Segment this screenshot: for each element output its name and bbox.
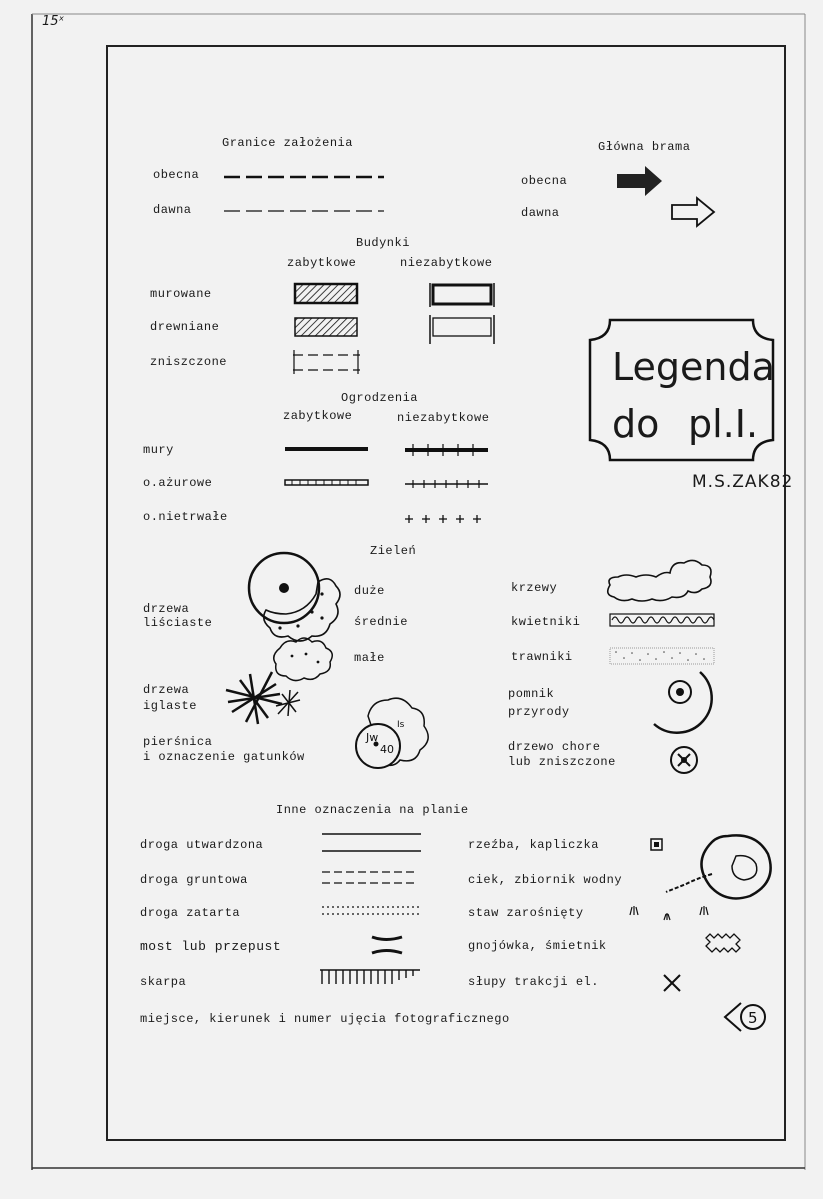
inne-staw: staw zarośnięty bbox=[468, 906, 584, 920]
photo-viewpoint-icon bbox=[725, 1003, 765, 1031]
ogrodzenia-nietrwale: o.nietrwałe bbox=[143, 510, 228, 524]
inne-ciek: ciek, zbiornik wodny bbox=[468, 873, 623, 887]
legend-do: do bbox=[612, 402, 660, 446]
inne-droga-utwardzona: droga utwardzona bbox=[140, 838, 264, 852]
legend-title: Legenda bbox=[612, 345, 775, 389]
inne-miejsce: miejsce, kierunek i numer ujęcia fotograficznego bbox=[140, 1012, 510, 1026]
zielen-drzewa-iglaste: drzewa iglaste bbox=[143, 683, 197, 713]
zielen-drzewa-lisciaste: drzewa liściaste bbox=[143, 602, 213, 630]
reed-icon bbox=[630, 906, 708, 920]
tree-label-num: 40 bbox=[380, 743, 394, 756]
ogrodzenia-col2: niezabytkowe bbox=[397, 411, 490, 425]
ogrodzenia-azurowe: o.ażurowe bbox=[143, 476, 213, 490]
inne-gnojowka: gnojówka, śmietnik bbox=[468, 939, 607, 953]
inne-title: Inne oznaczenia na planie bbox=[276, 803, 469, 817]
granice-obecna-label: obecna bbox=[153, 168, 200, 182]
sculpture-icon bbox=[651, 839, 662, 850]
page-number: 15ˣ bbox=[42, 14, 65, 29]
author-signature: M.S.ZAK82 bbox=[692, 472, 794, 492]
brama-dawna-label: dawna bbox=[521, 206, 560, 220]
water-reservoir-icon bbox=[666, 835, 771, 898]
inne-skarpa: skarpa bbox=[140, 975, 187, 989]
ogrodzenia-col1: zabytkowe bbox=[283, 409, 353, 423]
ogrodzenia-title: Ogrodzenia bbox=[341, 391, 419, 405]
granice-title: Granice założenia bbox=[222, 136, 353, 150]
power-pole-icon bbox=[664, 975, 680, 991]
zielen-pomnik: pomnik przyrody bbox=[508, 687, 570, 719]
inne-most: most lub przepust bbox=[140, 939, 282, 954]
waste-pit-icon bbox=[706, 934, 740, 952]
inne-droga-zatarta: droga zatarta bbox=[140, 906, 241, 920]
zielen-drzewo-chore: drzewo chore lub zniszczone bbox=[508, 740, 616, 769]
zielen-krzewy: krzewy bbox=[511, 581, 558, 595]
zielen-duze: duże bbox=[354, 584, 385, 598]
inne-droga-gruntowa: droga gruntowa bbox=[140, 873, 248, 887]
zielen-title: Zieleń bbox=[370, 544, 417, 558]
zielen-kwietniki: kwietniki bbox=[511, 615, 581, 629]
brama-obecna-label: obecna bbox=[521, 174, 568, 188]
inne-slupy: słupy trakcji el. bbox=[468, 975, 599, 989]
inne-rzezba: rzeźba, kapliczka bbox=[468, 838, 599, 852]
granice-dawna-label: dawna bbox=[153, 203, 192, 217]
budynki-title: Budynki bbox=[356, 236, 410, 250]
budynki-drewniane: drewniane bbox=[150, 320, 220, 334]
budynki-murowane: murowane bbox=[150, 287, 212, 301]
zielen-trawniki: trawniki bbox=[511, 650, 573, 664]
photo-number: 5 bbox=[748, 1009, 758, 1027]
budynki-col2: niezabytkowe bbox=[400, 256, 493, 270]
ogrodzenia-mury: mury bbox=[143, 443, 174, 457]
zielen-male: małe bbox=[354, 651, 385, 665]
tree-label-top: Jw bbox=[366, 731, 379, 744]
bridge-icon bbox=[372, 937, 402, 953]
zielen-srednie: średnie bbox=[354, 615, 408, 629]
tree-label-side: Is bbox=[397, 720, 405, 730]
zielen-piersnica: pierśnica i oznaczenie gatunków bbox=[143, 735, 305, 764]
budynki-col1: zabytkowe bbox=[287, 256, 357, 270]
legend-plan: pl.I. bbox=[688, 402, 759, 446]
brama-title: Główna brama bbox=[598, 140, 691, 154]
budynki-zniszczone: zniszczone bbox=[150, 355, 228, 369]
